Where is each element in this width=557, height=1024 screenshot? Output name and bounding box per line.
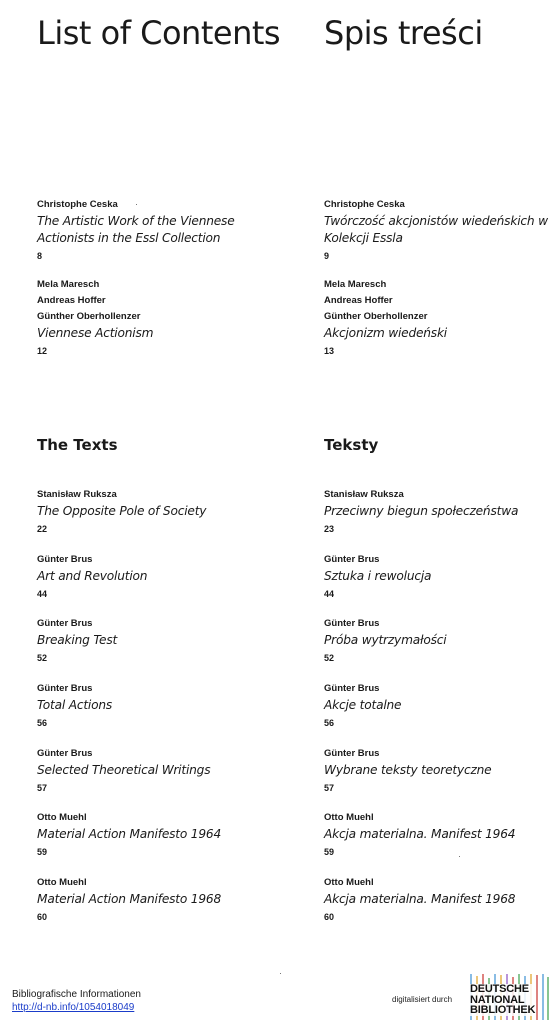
entry-title: Próba wytrzymałości bbox=[324, 633, 447, 647]
entry-page-number: 56 bbox=[37, 718, 48, 728]
entry-author: Andreas Hoffer bbox=[37, 295, 106, 306]
entry-title: Przeciwny biegun społeczeństwa bbox=[324, 504, 519, 518]
entry-page-number: 59 bbox=[324, 847, 335, 857]
toc-entry bbox=[37, 681, 287, 731]
digitized-by-label: digitalisiert durch bbox=[392, 995, 453, 1004]
toc-entry bbox=[37, 616, 287, 666]
toc-entry bbox=[324, 197, 549, 264]
toc-entry bbox=[37, 810, 287, 860]
entry-page-number: 12 bbox=[37, 346, 48, 356]
toc-entry bbox=[37, 552, 287, 602]
entry-author: Günter Brus bbox=[37, 618, 93, 629]
entry-title: Material Action Manifesto 1964 bbox=[37, 827, 222, 841]
entry-title: The Opposite Pole of Society bbox=[37, 504, 207, 518]
section-heading: Teksty bbox=[324, 436, 379, 454]
entry-page-number: 44 bbox=[324, 589, 335, 599]
scan-speck bbox=[459, 856, 460, 857]
dnb-logo bbox=[468, 972, 550, 1022]
toc-entry bbox=[37, 875, 287, 925]
entry-author: Mela Maresch bbox=[324, 279, 387, 290]
toc-entry bbox=[324, 552, 549, 602]
entry-page-number: 60 bbox=[324, 912, 335, 922]
entry-author: Andreas Hoffer bbox=[324, 295, 393, 306]
page-title: Spis treści bbox=[324, 14, 483, 52]
entry-author: Stanisław Ruksza bbox=[324, 489, 404, 500]
entry-author: Günter Brus bbox=[37, 554, 93, 565]
entry-author: Otto Muehl bbox=[324, 877, 374, 888]
bibliographic-info-label: Bibliografische Informationen bbox=[12, 989, 141, 1000]
entry-title: Sztuka i rewolucja bbox=[324, 569, 432, 583]
entry-title: Akcja materialna. Manifest 1964 bbox=[324, 827, 516, 841]
entry-page-number: 59 bbox=[37, 847, 48, 857]
entry-author: Otto Muehl bbox=[37, 812, 87, 823]
entry-page-number: 13 bbox=[324, 346, 335, 356]
entry-author: Christophe Ceska bbox=[37, 199, 118, 210]
toc-entry bbox=[324, 746, 549, 796]
toc-entry bbox=[324, 616, 549, 666]
section-heading: The Texts bbox=[37, 436, 118, 454]
entry-title: Akcja materialna. Manifest 1968 bbox=[324, 892, 516, 906]
toc-entry bbox=[37, 746, 287, 796]
entry-title: Viennese Actionism bbox=[37, 326, 154, 340]
entry-title: Material Action Manifesto 1968 bbox=[37, 892, 222, 906]
entry-title: Akcje totalne bbox=[324, 698, 402, 712]
entry-page-number: 9 bbox=[324, 251, 330, 261]
entry-author: Günther Oberhollenzer bbox=[324, 311, 428, 322]
entry-author: Günter Brus bbox=[324, 683, 380, 694]
entry-author: Günter Brus bbox=[324, 554, 380, 565]
entry-author: Otto Muehl bbox=[37, 877, 87, 888]
entry-author: Otto Muehl bbox=[324, 812, 374, 823]
toc-entry bbox=[324, 810, 549, 860]
entry-page-number: 57 bbox=[37, 783, 48, 793]
bibliographic-info-link[interactable]: http://d-nb.info/1054018049 bbox=[12, 1002, 135, 1013]
entry-title: The Artistic Work of the Viennese Actionists in the Essl Collection bbox=[37, 214, 235, 245]
toc-entry bbox=[37, 277, 287, 359]
entry-author: Günter Brus bbox=[324, 748, 380, 759]
toc-entry bbox=[37, 197, 287, 264]
entry-title: Selected Theoretical Writings bbox=[37, 763, 211, 777]
entry-title: Art and Revolution bbox=[37, 569, 148, 583]
entry-author: Stanisław Ruksza bbox=[37, 489, 117, 500]
entry-page-number: 56 bbox=[324, 718, 335, 728]
entry-page-number: 52 bbox=[324, 653, 335, 663]
entry-page-number: 23 bbox=[324, 524, 335, 534]
entry-page-number: 22 bbox=[37, 524, 48, 534]
entry-author: Günter Brus bbox=[324, 618, 380, 629]
toc-entry bbox=[324, 277, 549, 359]
entry-author: Günther Oberhollenzer bbox=[37, 311, 141, 322]
dnb-logo-text: DEUTSCHE NATIONAL BIBLIOTHEK bbox=[470, 983, 536, 1016]
entry-author: Christophe Ceska bbox=[324, 199, 405, 210]
toc-entry bbox=[37, 487, 287, 537]
scan-speck bbox=[136, 204, 137, 205]
entry-title: Total Actions bbox=[37, 698, 113, 712]
toc-entry bbox=[324, 681, 549, 731]
entry-page-number: 57 bbox=[324, 783, 335, 793]
entry-page-number: 44 bbox=[37, 589, 48, 599]
entry-author: Günter Brus bbox=[37, 748, 93, 759]
toc-entry bbox=[324, 487, 549, 537]
scan-speck bbox=[280, 973, 281, 974]
entry-title: Twórczość akcjonistów wiedeńskich w Kolekcji Essla bbox=[324, 214, 548, 245]
toc-entry bbox=[324, 875, 549, 925]
entry-page-number: 60 bbox=[37, 912, 48, 922]
page-title: List of Contents bbox=[37, 14, 281, 52]
entry-page-number: 8 bbox=[37, 251, 43, 261]
entry-title: Breaking Test bbox=[37, 633, 118, 647]
entry-author: Mela Maresch bbox=[37, 279, 100, 290]
bibliographic-info bbox=[12, 988, 141, 1014]
entry-title: Wybrane teksty teoretyczne bbox=[324, 763, 492, 777]
entry-author: Günter Brus bbox=[37, 683, 93, 694]
entry-title: Akcjonizm wiedeński bbox=[324, 326, 447, 340]
entry-page-number: 52 bbox=[37, 653, 48, 663]
